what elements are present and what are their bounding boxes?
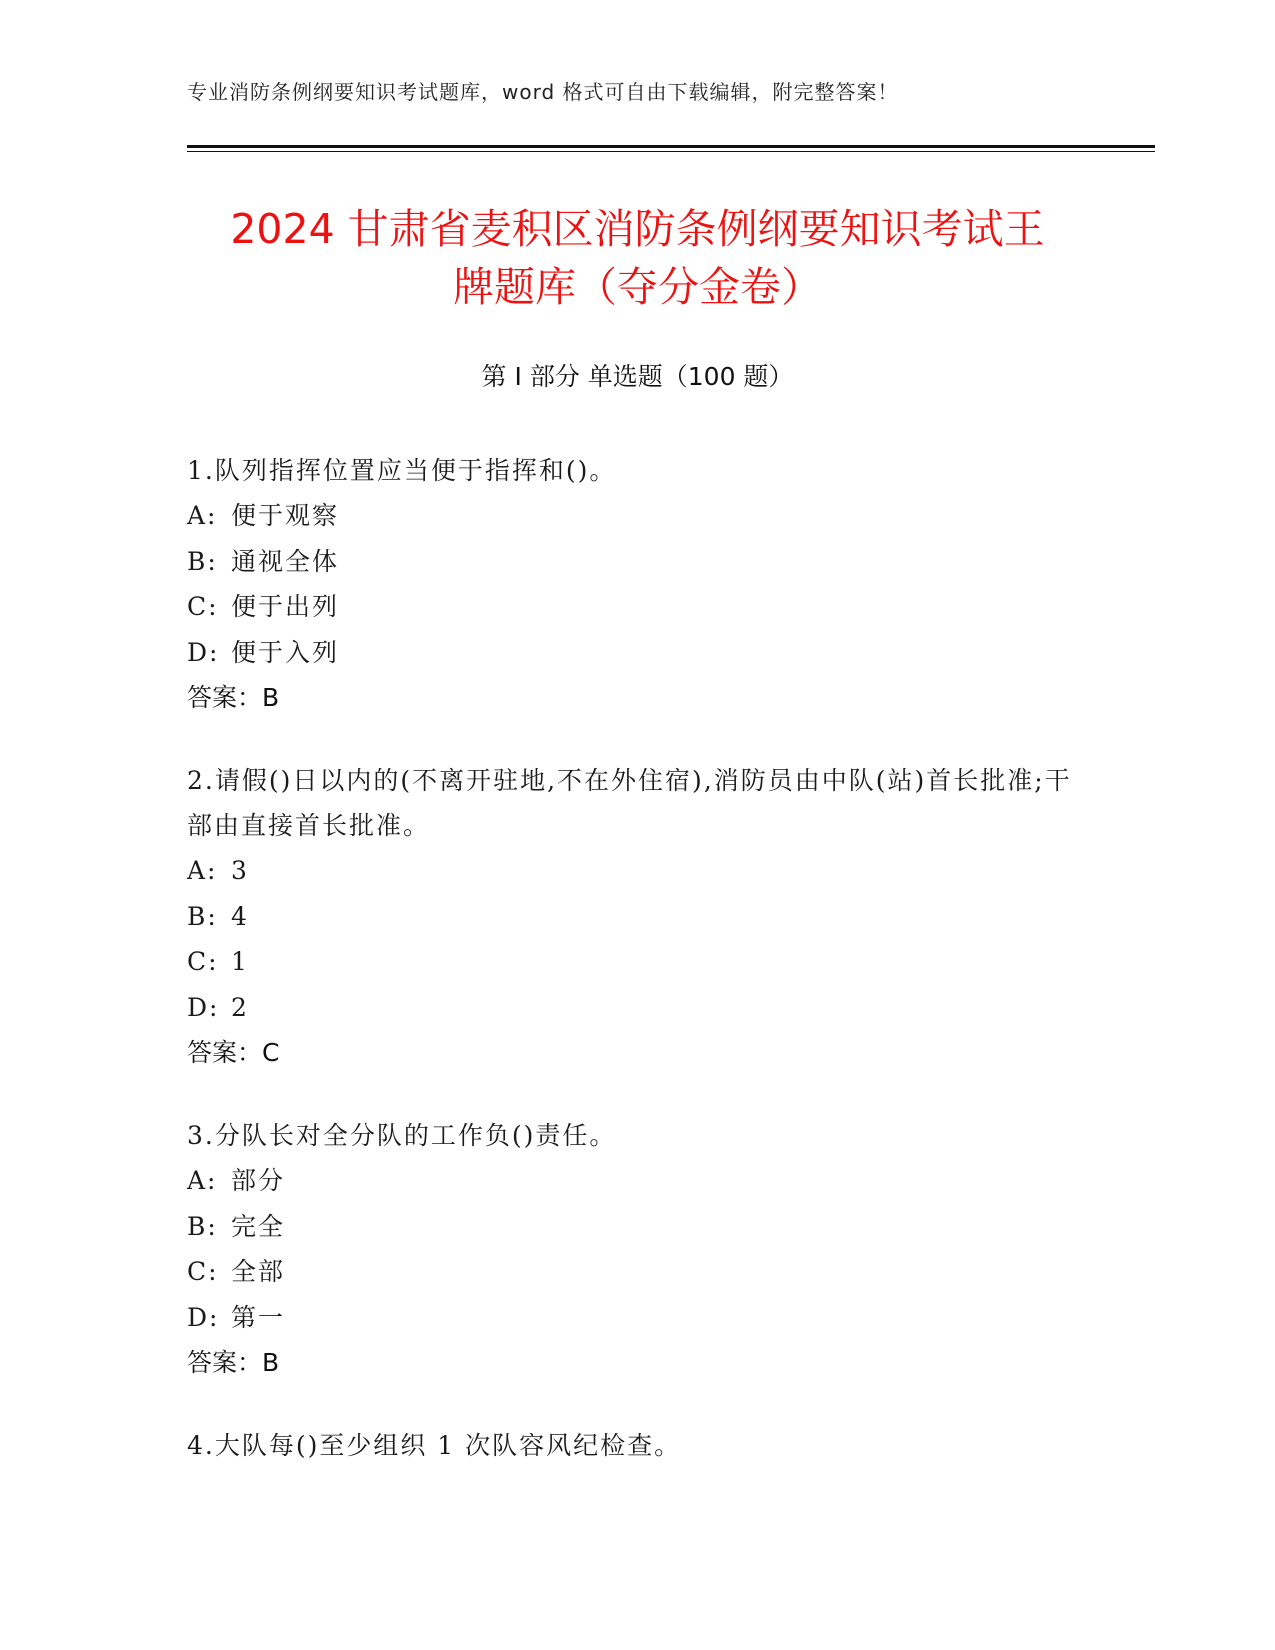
question-text: 3.分队长对全分队的工作负()责任。	[187, 1121, 617, 1150]
option-text: 通视全体	[231, 546, 340, 576]
question-text: 4.大队每()至少组织 1 次队容风纪检查。	[187, 1431, 682, 1460]
option-key: C:	[187, 947, 219, 976]
option-key: D:	[187, 1302, 220, 1332]
option-a	[187, 493, 1087, 539]
option-key: D:	[187, 637, 220, 667]
option-key: C:	[187, 592, 219, 621]
option-key: B:	[187, 546, 218, 576]
option-key: A:	[187, 501, 218, 530]
question-2	[187, 758, 1087, 1075]
option-text: 4	[231, 901, 249, 931]
header-rule-thin	[187, 151, 1155, 152]
question-text: 1.队列指挥位置应当便于指挥和()。	[187, 456, 617, 485]
answer: 答案：B	[187, 1348, 280, 1377]
option-d	[187, 1295, 1087, 1341]
document-title	[160, 200, 1115, 316]
option-text: 1	[231, 947, 249, 976]
option-text: 完全	[231, 1211, 286, 1241]
option-text: 全部	[231, 1257, 286, 1286]
title-line-2: 牌题库（夺分金卷）	[453, 263, 822, 311]
header-rule-thick	[187, 145, 1155, 148]
question-3	[187, 1113, 1087, 1385]
option-c	[187, 939, 1087, 985]
option-text: 2	[231, 992, 249, 1022]
option-key: B:	[187, 901, 218, 931]
option-key: A:	[187, 1166, 218, 1195]
question-1	[187, 448, 1087, 720]
option-d	[187, 985, 1087, 1031]
option-a	[187, 848, 1087, 894]
option-b	[187, 894, 1087, 940]
section-heading: 第 I 部分 单选题（100 题）	[481, 362, 794, 391]
answer: 答案：C	[187, 1038, 280, 1067]
option-b	[187, 539, 1087, 585]
option-key: A:	[187, 856, 218, 885]
option-text: 便于出列	[231, 592, 340, 621]
title-line-1: 2024 甘肃省麦积区消防条例纲要知识考试王	[230, 205, 1045, 253]
option-a	[187, 1158, 1087, 1204]
question-text: 2.请假()日以内的(不离开驻地,不在外住宿),消防员由中队(站)首长批准;干部由直接首长批准。	[187, 766, 1072, 840]
answer: 答案：B	[187, 683, 280, 712]
option-text: 部分	[231, 1166, 286, 1195]
option-c	[187, 1249, 1087, 1295]
option-d	[187, 630, 1087, 676]
option-c	[187, 584, 1087, 630]
option-text: 第一	[231, 1302, 286, 1332]
option-key: B:	[187, 1211, 218, 1241]
option-text: 便于入列	[231, 637, 340, 667]
option-b	[187, 1204, 1087, 1250]
option-text: 3	[231, 856, 249, 885]
question-list	[187, 448, 1087, 1506]
option-text: 便于观察	[231, 501, 340, 530]
option-key: D:	[187, 992, 220, 1022]
question-4	[187, 1423, 1087, 1468]
option-key: C:	[187, 1257, 219, 1286]
page-header-text: 专业消防条例纲要知识考试题库，word 格式可自由下载编辑，附完整答案！	[187, 80, 899, 104]
